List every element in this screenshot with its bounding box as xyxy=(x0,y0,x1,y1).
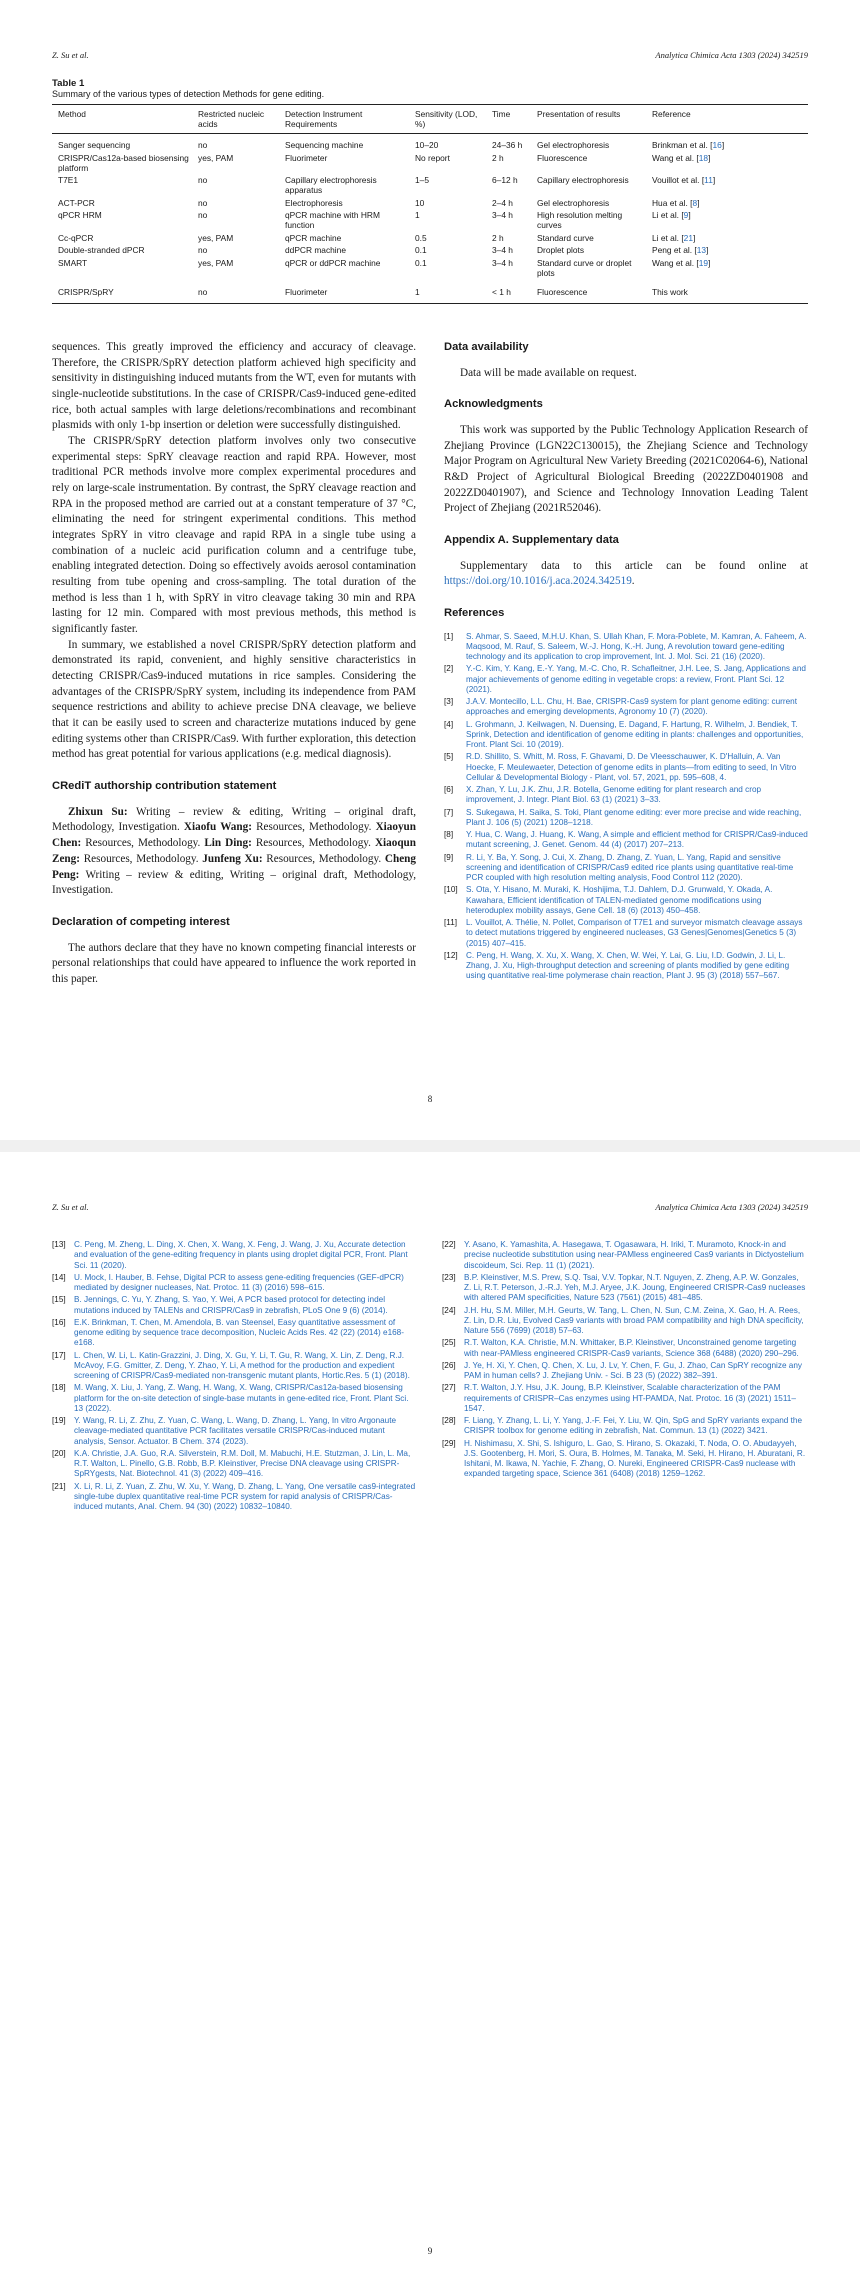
reference-list-right xyxy=(442,1240,808,1482)
author-roles: Resources, Methodology. xyxy=(262,852,385,865)
reference-item xyxy=(444,720,808,751)
reference-bracket: ] xyxy=(688,210,691,221)
table-row xyxy=(52,174,808,197)
reference-link[interactable]: B. Jennings, C. Yu, Y. Zhang, S. Yao, Y. Wei, A PCR based protocol for detecting indel mutations induced by TALENs and CRISPR/Cas9 in zebrafish, PLoS One 9 (6) (2014). xyxy=(74,1295,388,1315)
reference-number: [9] xyxy=(444,852,454,862)
reference-link[interactable]: J.H. Hu, S.M. Miller, M.H. Geurts, W. Tang, L. Chen, N. Sun, C.M. Zeina, X. Gao, H. A. Rees, Z. Lin, D.R. Liu, Evolved Cas9 variants with broad PAM compatibility and high DNA specificity, Nature 556 (7699) (2018) 57–63. xyxy=(464,1305,804,1335)
table-cell-method: qPCR HRM xyxy=(58,210,102,221)
reference-number: [20] xyxy=(52,1448,66,1458)
author-name: Xiaoqun Zeng: xyxy=(52,837,416,865)
running-head xyxy=(52,1202,808,1214)
table-cell-method: CRISPR/SpRY xyxy=(52,279,192,304)
competing-statement: The authors declare that they have no known competing financial interests or personal relationships that could have appeared to influence the work reported in this paper. xyxy=(52,941,416,985)
reference-item xyxy=(52,1240,418,1271)
reference-citation-link[interactable]: 18 xyxy=(698,152,709,163)
reference-text: Wang et al. [ xyxy=(652,257,699,268)
reference-link[interactable]: E.K. Brinkman, T. Chen, M. Amendola, B. van Steensel, Easy quantitative assessment of genome editing by sequence trace decomposition, Nucleic Acids Res. 42 (22) (2014) e168-e168. xyxy=(74,1317,404,1348)
table-row xyxy=(52,231,808,243)
table-cell-instrument: Fluorimeter xyxy=(279,279,409,304)
table-row xyxy=(52,209,808,232)
author-roles: Resources, Methodology. xyxy=(81,837,205,850)
table-row xyxy=(52,256,808,279)
reference-number: [5] xyxy=(444,752,454,762)
table-header-cell: Method xyxy=(52,105,192,134)
table-header-cell: Reference xyxy=(646,105,808,134)
table-row xyxy=(52,279,808,304)
table-cell-time: 3–4 h xyxy=(492,257,513,268)
reference-bracket: ] xyxy=(721,140,725,151)
reference-item xyxy=(52,1482,418,1513)
reference-citation-link[interactable]: 16 xyxy=(712,140,722,151)
reference-citation-link[interactable]: 11 xyxy=(704,175,713,186)
reference-link[interactable]: X. Li, R. Li, Z. Yuan, Z. Zhu, W. Xu, Y. Wang, D. Zhang, L. Yang, One versatile cas9-integrated single-tube duplex quantitative real-time PCR system for rapid analysis of CRISPR/Cas-induced mutants, Anal. Chem. 94 (30) (2022) 10832–10840. xyxy=(74,1481,416,1511)
author-roles: Resources, Methodology. xyxy=(251,821,376,834)
reference-number: [16] xyxy=(52,1317,66,1327)
reference-link[interactable]: R. Li, Y. Ba, Y. Song, J. Cui, X. Zhang, D. Zhang, Z. Yuan, L. Yang, Rapid and sensitive screening and identification of CRISPR/Cas9 edited rice plants using quantitative real-time PCR coupled with high resolution melting analysis, Food Control 112 (2020). xyxy=(466,852,794,883)
reference-item xyxy=(444,830,808,851)
reference-item xyxy=(52,1351,418,1382)
reference-number: [11] xyxy=(444,918,458,928)
table-row xyxy=(52,151,808,174)
table-cell-restricted: no xyxy=(192,279,279,304)
credit-statement xyxy=(52,805,416,899)
reference-text: Vouillot et al. [ xyxy=(652,175,705,186)
reference-item xyxy=(52,1273,418,1294)
table-cell-reference xyxy=(646,231,808,243)
reference-item xyxy=(444,808,808,829)
reference-number: [15] xyxy=(52,1295,66,1305)
reference-number: [29] xyxy=(442,1438,456,1448)
reference-link[interactable]: L. Grohmann, J. Keilwagen, N. Duensing, E. Dagand, F. Hartung, R. Wilhelm, J. Bendiek, T. Sprink, Detection and identification of genome editing in plants: challenges and opportunities, Front. Plant Sci. 10 (2019). xyxy=(466,719,804,750)
data-availability-text: Data will be made available on request. xyxy=(460,366,637,379)
reference-number: [19] xyxy=(52,1416,66,1425)
reference-number: [1] xyxy=(444,631,454,641)
table-cell-results: High resolution melting curves xyxy=(537,210,623,231)
table-cell-sensitivity: 0.5 xyxy=(415,232,427,243)
table-cell-method: Double-stranded dPCR xyxy=(58,245,145,256)
table-cell-reference xyxy=(646,196,808,208)
table-1 xyxy=(52,78,808,304)
reference-number: [25] xyxy=(442,1338,456,1348)
reference-number: [6] xyxy=(444,785,454,795)
running-head-journal: Analytica Chimica Acta 1303 (2024) 342519 xyxy=(655,50,808,60)
table-cell-time: 2 h xyxy=(492,232,504,243)
running-head-authors: Z. Su et al. xyxy=(52,50,89,60)
reference-list xyxy=(444,632,808,982)
reference-number: [14] xyxy=(52,1272,66,1282)
reference-text: Li et al. [ xyxy=(652,232,684,243)
table-cell-results: Fluorescence xyxy=(537,152,588,163)
reference-item xyxy=(444,632,808,663)
reference-number: [21] xyxy=(52,1481,66,1491)
reference-item xyxy=(444,664,808,695)
table-cell-restricted: yes, PAM xyxy=(198,257,234,268)
table-cell-instrument: ddPCR machine xyxy=(285,245,346,256)
reference-link[interactable]: C. Peng, H. Wang, X. Xu, X. Wang, X. Chen, W. Wei, Y. Lai, G. Liu, I.D. Godwin, J. Li, L. Zhang, J. Xu, High-throughput detection and screening of plants modified by gene editing using quantitative real-time polymerase chain reaction, Plant J. 95 (3) (2018) 557–567. xyxy=(466,950,790,981)
reference-number: [2] xyxy=(444,664,454,674)
table-cell-sensitivity: 1 xyxy=(409,279,486,304)
reference-link[interactable]: L. Vouillot, A. Thélie, N. Pollet, Comparison of T7E1 and surveyor mismatch cleavage assays to detect mutations triggered by engineered nucleases, G3 Genes|Genomes|Genetics 5 (3) (2015) 407–415. xyxy=(466,918,803,948)
reference-item xyxy=(442,1306,808,1337)
table-cell-reference xyxy=(646,279,808,304)
table-caption: Summary of the various types of detection Methods for gene editing. xyxy=(52,89,325,99)
reference-item xyxy=(442,1273,808,1304)
table-header-cell: Presentation of results xyxy=(531,105,646,134)
table-cell-reference xyxy=(646,209,808,232)
table-header-cell: Detection Instrument Requirements xyxy=(279,105,409,134)
reference-link[interactable]: C. Peng, M. Zheng, L. Ding, X. Chen, X. Wang, X. Feng, J. Wang, J. Xu, Accurate detection and evaluation of the gene-editing frequency in plants using droplet digital PCR, Front. Plant Sci. 11 (2020). xyxy=(74,1240,408,1270)
reference-link[interactable]: U. Mock, I. Hauber, B. Fehse, Digital PCR to assess gene-editing frequencies (GEF-dPCR) mediated by designer nucleases, Nat. Protoc. 11 (3) (2016) 598–615. xyxy=(74,1272,404,1292)
table-title: Table 1 xyxy=(52,78,85,89)
body-paragraph: In summary, we established a novel CRISPR/SpRY detection platform and demonstrated its rapid, convenient, and highly sensitive characteristics in detecting CRISPR/Cas9-induced mutations in rice samples. Considering the advantages of the CRISPR/SpRY system, including its independence from PAM sequence restrictions and ability to achieve precise DNA cleavage, we believe that it can be easily used to screen and characterize mutations induced by gene editing systems other than CRISPR/Cas9. With further exploration, this detection method has great potential for various applications (e.g. medical diagnosis). xyxy=(52,638,416,761)
reference-bracket: ] xyxy=(708,257,711,268)
table-cell-restricted: no xyxy=(198,140,208,151)
reference-number: [27] xyxy=(442,1383,456,1393)
table-cell-method: CRISPR/Cas12a-based biosensing platform xyxy=(58,152,189,173)
reference-text: Hua et al. [ xyxy=(652,197,693,208)
credit-heading: CRediT authorship contribution statement xyxy=(52,780,277,793)
author-roles: Writing – review & editing, Writing – original draft, Methodology, Investigation. xyxy=(52,805,417,834)
table-cell-instrument: qPCR or ddPCR machine xyxy=(285,257,381,268)
running-head-journal: Analytica Chimica Acta 1303 (2024) 342519 xyxy=(655,1202,808,1212)
table-cell-time: 2 h xyxy=(492,152,504,163)
reference-number: [22] xyxy=(442,1240,456,1249)
author-name: Xiaoyun Chen: xyxy=(52,821,416,850)
acknowledgments-text: This work was supported by the Public Technology Application Research of Zhejiang Province (LGN22C130015), the Zhejiang Science and Technology Major Program on Agricultural New Variety Breeding (2021C02064-6), National R&D Project of Agricultural Biological Breeding (2022ZD0401908 and 2022ZD0401907), and Science and Technology Innovation Leading Talent Project of Zhejiang (2021R52046). xyxy=(444,424,808,515)
reference-number: [12] xyxy=(444,950,458,960)
reference-link[interactable]: Y. Asano, K. Yamashita, A. Hasegawa, T. Ogasawara, H. Iriki, T. Muramoto, Knock-in and precise nucleotide substitution using near-PAMless engineered Cas9 variants in Dictyostelium discoideum, Sci. Rep. 11 (1) (2021). xyxy=(464,1240,804,1270)
table-cell-instrument: Capillary electrophoresis apparatus xyxy=(285,175,377,196)
reference-item xyxy=(444,853,808,884)
table-cell-time: 3–4 h xyxy=(492,245,513,256)
reference-number: [10] xyxy=(444,885,458,895)
reference-item xyxy=(52,1295,418,1316)
table-cell-reference xyxy=(646,244,808,256)
appendix-heading: Appendix A. Supplementary data xyxy=(444,534,619,547)
table-cell-sensitivity: No report xyxy=(415,152,450,163)
page-9 xyxy=(0,1152,860,2292)
reference-number: [4] xyxy=(444,719,454,729)
reference-link[interactable]: B.P. Kleinstiver, M.S. Prew, S.Q. Tsai, V.V. Topkar, N.T. Nguyen, Z. Zheng, A.P. W. Gonzales, Z. Li, R.T. Peterson, J.-R.J. Yeh, M.J. Aryee, J.K. Joung, Engineered CRISPR-Cas9 nucleases with altered PAM specificities, Nature 523 (7561) (2015) 481–485. xyxy=(464,1272,806,1303)
page-8 xyxy=(0,0,860,1140)
table-cell-sensitivity: 0.1 xyxy=(415,245,427,256)
table-cell-results: Standard curve xyxy=(537,232,594,243)
reference-number: [23] xyxy=(442,1272,456,1282)
reference-item xyxy=(442,1383,808,1414)
table-cell-method: Cc-qPCR xyxy=(58,232,94,243)
reference-number: [24] xyxy=(442,1305,456,1315)
table-cell-restricted: no xyxy=(198,245,208,256)
reference-link[interactable]: S. Ota, Y. Hisano, M. Muraki, K. Hoshijima, T.J. Dahlem, D.J. Grunwald, Y. Okada, A. Kawahara, Efficient identification of TALEN-mediated genome modifications using heteroduplex mobility assays, Gene Cell. 18 (6) (2013) 450–458. xyxy=(466,885,773,915)
table-header-cell: Restricted nucleic acids xyxy=(192,105,279,134)
table-cell-sensitivity: 10 xyxy=(415,197,425,208)
author-name: Cheng Peng: xyxy=(52,852,416,881)
reference-link[interactable]: R.T. Walton, K.A. Christie, M.N. Whittaker, B.P. Kleinstiver, Unconstrained genome targeting with near-PAMless engineered CRISPR-Cas9 variants, Science 368 (6488) (2020) 290–296. xyxy=(464,1338,799,1358)
table-cell-restricted: yes, PAM xyxy=(198,232,234,243)
table-row xyxy=(52,196,808,208)
body-paragraph: The CRISPR/SpRY detection platform involves only two consecutive experimental steps: SpRY cleavage reaction and rapid RPA. However, most traditional PCR methods involve more complex experimental procedures and rely on large-scale instrumentation. By contrast, the SpRY cleavage reaction and RPA in the proposed method are carried out at a constant temperature of 37 °C, eliminating the need for stringent experimental conditions. This method integrates SpRY in vitro cleavage and rapid RPA in a single tube using a combination of a nucleic acid purification column and a centrifuge tube, enabling integrated detection. Doing so effectively avoids aerosol contamination resulting from tube opening and cross-sampling. The total duration of the method is less than 1 h, with SpRY in vitro cleavage taking 30 min and RPA lasting for 12 min. Compared with most previous methods, this method is significantly faster. xyxy=(52,435,416,636)
reference-bracket: ] xyxy=(708,152,711,163)
table-cell-time: 2–4 h xyxy=(492,197,513,208)
reference-item xyxy=(444,918,808,949)
table-cell-reference xyxy=(646,256,808,279)
appendix-text-end: . xyxy=(631,575,635,588)
reference-item xyxy=(444,697,808,718)
reference-item xyxy=(52,1416,418,1447)
reference-item xyxy=(442,1338,808,1359)
author-name: Zhixun Su: xyxy=(68,805,128,818)
detection-methods-table xyxy=(52,104,808,304)
table-cell-time: < 1 h xyxy=(486,279,531,304)
appendix-text xyxy=(444,559,808,590)
table-cell-time: 3–4 h xyxy=(492,210,513,221)
reference-bracket: ] xyxy=(712,175,716,186)
author-roles: Writing – review & editing, Writing – original draft, Methodology, Investigation. xyxy=(52,868,416,897)
reference-item xyxy=(444,785,808,806)
reference-citation-link[interactable]: 19 xyxy=(698,257,709,268)
table-cell-instrument: qPCR machine xyxy=(285,232,342,243)
reference-citation-link[interactable]: 13 xyxy=(696,245,707,256)
reference-link[interactable]: X. Zhan, Y. Lu, J.K. Zhu, J.R. Botella, Genome editing for plant research and crop improvement, J. Integr. Plant Biol. 63 (1) (2021) 3–33. xyxy=(466,785,762,805)
reference-text: Li et al. [ xyxy=(652,210,684,221)
table-cell-reference xyxy=(646,151,808,174)
references-heading: References xyxy=(444,607,505,620)
reference-item xyxy=(444,752,808,783)
table-cell-sensitivity: 10–20 xyxy=(415,140,439,151)
table-cell-sensitivity: 0.1 xyxy=(415,257,427,268)
reference-number: [18] xyxy=(52,1383,66,1393)
page-number: 9 xyxy=(427,2246,433,2256)
author-roles: Resources, Methodology. xyxy=(251,837,375,850)
reference-text: Peng et al. [ xyxy=(652,245,697,256)
reference-number: [7] xyxy=(444,807,454,817)
table-cell-instrument: qPCR machine with HRM function xyxy=(285,210,380,231)
author-name: Junfeng Xu: xyxy=(202,852,263,865)
reference-text: Wang et al. [ xyxy=(652,152,699,163)
table-cell-results: Capillary electrophoresis xyxy=(537,175,629,186)
reference-number: [13] xyxy=(52,1240,66,1249)
reference-citation-link[interactable]: 8 xyxy=(692,197,698,208)
reference-item xyxy=(52,1318,418,1349)
reference-text: This work xyxy=(652,286,688,297)
competing-heading: Declaration of competing interest xyxy=(52,915,230,928)
table-cell-results: Gel electrophoresis xyxy=(537,197,610,208)
reference-bracket: ] xyxy=(697,197,700,208)
reference-item xyxy=(444,951,808,982)
table-cell-sensitivity: 1 xyxy=(415,210,420,221)
reference-link[interactable]: R.D. Shillito, S. Whitt, M. Ross, F. Ghavami, D. De Vleesschauwer, K. D'Halluin, A. Van Hoecke, F. Meulewaeter, Detection of genome edits in plants—from editing to seed, In Vitro Cellular & Developmental Biology - Plant, vol. 57, 2021, pp. 595–608, 4. xyxy=(466,752,797,782)
table-cell-reference xyxy=(646,174,808,197)
right-column-p8 xyxy=(444,340,808,984)
table-cell-method: T7E1 xyxy=(58,175,79,186)
left-column-p8 xyxy=(52,340,416,988)
table-cell-method: ACT-PCR xyxy=(58,197,95,208)
table-cell-method: SMART xyxy=(58,257,88,268)
table-header-row xyxy=(52,105,808,134)
running-head-authors: Z. Su et al. xyxy=(52,1202,89,1212)
reference-bracket: ] xyxy=(692,232,696,243)
table-cell-results: Droplet plots xyxy=(537,245,585,256)
table-cell-instrument: Fluorimeter xyxy=(285,152,328,163)
table-row xyxy=(52,244,808,256)
reference-link[interactable]: Y. Wang, R. Li, Z. Zhu, Z. Yuan, C. Wang, L. Wang, D. Zhang, L. Yang, In vitro Argonaute cleavage-mediated quantitative PCR facilitates versatile CRISPR/Cas-induced mutant analysis, Sensor. Actuator. B Chem. 374 (2023). xyxy=(74,1416,397,1446)
reference-item xyxy=(442,1361,808,1382)
table-header-cell: Time xyxy=(486,105,531,134)
table-cell-instrument: Sequencing machine xyxy=(285,140,364,151)
table-cell-method: Sanger sequencing xyxy=(58,140,131,151)
body-paragraph: sequences. This greatly improved the efficiency and accuracy of cleavage. Therefore, the CRISPR/SpRY detection platform achieved high specificity and sensitivity in distinguishing induced mutants from the WT, even for mutants with single-nucleotide substitutions. In the case of CRISPR/Cas9-induced gene-edited rice, both actual samples with large deletions/recombinations and recombinant plasmids with only 1-bp insertion or deletion were successfully distinguished. xyxy=(52,341,416,432)
reference-item xyxy=(444,885,808,916)
running-head xyxy=(52,50,808,62)
reference-citation-link[interactable]: 21 xyxy=(683,232,693,243)
table-cell-restricted: yes, PAM xyxy=(198,152,234,163)
author-roles: Resources, Methodology. xyxy=(79,852,203,865)
table-cell-restricted: no xyxy=(198,197,208,208)
table-cell-instrument: Electrophoresis xyxy=(285,197,343,208)
reference-link[interactable]: R.T. Walton, J.Y. Hsu, J.K. Joung, B.P. Kleinstiver, Scalable characterization of the PAM requirements of CRISPR–Cas enzymes using HT-PAMDA, Nat. Protoc. 16 (3) (2021) 1511–1547. xyxy=(464,1383,796,1413)
reference-list-left xyxy=(52,1240,418,1514)
page-number: 8 xyxy=(427,1094,433,1104)
table-cell-sensitivity: 1–5 xyxy=(415,175,429,186)
reference-link[interactable]: M. Wang, X. Liu, J. Yang, Z. Wang, H. Wang, X. Wang, CRISPR/Cas12a-based biosensing platform for the on-site detection of single-base mutants in gene-edited rice, Front. Plant Sci. 13 (2022). xyxy=(74,1383,409,1413)
reference-link[interactable]: S. Ahmar, S. Saeed, M.H.U. Khan, S. Ullah Khan, F. Mora-Poblete, M. Kamran, A. Faheem, A. Maqsood, M. Rauf, S. Saleem, W.-J. Hong, K.-H. Jung, A revolution toward gene-editing technology and its application to crop improvement, Int. J. Mol. Sci. 21 (16) (2020). xyxy=(466,631,807,662)
reference-number: [28] xyxy=(442,1416,456,1425)
table-cell-results: Fluorescence xyxy=(531,279,646,304)
reference-text: Brinkman et al. [ xyxy=(652,140,713,151)
reference-link[interactable]: S. Sukegawa, H. Saika, S. Toki, Plant genome editing: ever more precise and wide reaching, Plant J. 106 (5) (2021) 1208–1218. xyxy=(466,807,802,827)
reference-number: [26] xyxy=(442,1360,456,1370)
appendix-text-lead: Supplementary data to this article can be found online at xyxy=(460,559,808,572)
table-cell-results: Standard curve or droplet plots xyxy=(537,257,632,278)
reference-item xyxy=(442,1439,808,1480)
reference-link[interactable]: J.A.V. Montecillo, L.L. Chu, H. Bae, CRISPR-Cas9 system for plant genome editing: current approaches and emerging developments, Agronomy 10 (7) (2020). xyxy=(466,697,797,717)
reference-item xyxy=(442,1416,808,1437)
reference-number: [17] xyxy=(52,1350,66,1360)
reference-bracket: ] xyxy=(706,245,709,256)
reference-citation-link[interactable]: 9 xyxy=(683,210,689,221)
reference-link[interactable]: L. Chen, W. Li, L. Katin-Grazzini, J. Ding, X. Gu, Y. Li, T. Gu, R. Wang, X. Lin, Z. Deng, R.J. McAvoy, F.G. Gmitter, Z. Deng, Y. Zhao, Y. Li, A method for the production and expedient screening of CRISPR/Cas9-mediated non-transgenic mutant plants, Hortic.Res. 5 (1) (2018). xyxy=(74,1350,410,1380)
reference-link[interactable]: Y. Hua, C. Wang, J. Huang, K. Wang, A simple and efficient method for CRISPR/Cas9-induced mutant screening, J. Genet. Genom. 44 (4) (2017) 207–213. xyxy=(466,830,808,850)
supplementary-doi-link[interactable]: https://doi.org/10.1016/j.aca.2024.342519 xyxy=(444,575,632,588)
acknowledgments-heading: Acknowledgments xyxy=(444,398,543,411)
table-header-cell: Sensitivity (LOD, %) xyxy=(409,105,486,134)
reference-item xyxy=(442,1240,808,1271)
table-cell-restricted: no xyxy=(198,210,208,221)
author-name: Lin Ding: xyxy=(204,837,252,850)
reference-link[interactable]: F. Liang, Y. Zhang, L. Li, Y. Yang, J.-F. Fei, Y. Liu, W. Qin, SpG and SpRY variants expand the CRISPR toolbox for genome editing in zebrafish, Nat. Commun. 13 (1) (2022) 3421. xyxy=(464,1416,803,1436)
table-cell-restricted: no xyxy=(198,175,208,186)
author-name: Xiaofu Wang: xyxy=(183,821,252,834)
reference-number: [8] xyxy=(444,830,454,840)
reference-link[interactable]: H. Nishimasu, X. Shi, S. Ishiguro, L. Gao, S. Hirano, S. Okazaki, T. Noda, O. O. Abudayyeh, J.S. Gootenberg, H. Mori, S. Oura, B. Holmes, M. Tanaka, M. Seki, H. Hirano, H. Aburatani, R. Ishitani, M. Ikawa, N. Yachie, F. Zhang, O. Nureki, Engineered CRISPR-Cas9 nuclease with expanded targeting space, Science 361 (6408) (2018) 1259–1262. xyxy=(464,1438,806,1479)
table-cell-reference xyxy=(646,134,808,152)
reference-number: [3] xyxy=(444,697,454,707)
reference-link[interactable]: J. Ye, H. Xi, Y. Chen, Q. Chen, X. Lu, J. Lv, Y. Chen, F. Gu, J. Zhao, Can SpRY recognize any PAM in human cells? J. Zhejiang Univ. - Sci. B 23 (5) (2022) 382–391. xyxy=(464,1360,802,1380)
reference-link[interactable]: K.A. Christie, J.A. Guo, R.A. Silverstein, R.M. Doll, M. Mabuchi, H.E. Stutzman, J. Lin, L. Ma, R.T. Walton, L. Pinello, G.B. Robb, B.P. Kleinstiver, Precise DNA cleavage using CRISPR-SpRYgests, Nat. Biotechnol. 41 (3) (2022) 409–416. xyxy=(74,1448,411,1479)
table-cell-time: 6–12 h xyxy=(492,175,518,186)
reference-link[interactable]: Y.-C. Kim, Y. Kang, E.-Y. Yang, M.-C. Cho, R. Schafleitner, J.H. Lee, S. Jang, Applications and major achievements of genome editing in vegetable crops: a review, Front. Plant Sci. 12 (2021). xyxy=(466,664,806,694)
table-row xyxy=(52,134,808,152)
table-cell-results: Gel electrophoresis xyxy=(537,140,610,151)
table-cell-time: 24–36 h xyxy=(492,140,523,151)
data-availability-heading: Data availability xyxy=(444,341,529,353)
reference-item xyxy=(52,1449,418,1480)
reference-item xyxy=(52,1383,418,1414)
